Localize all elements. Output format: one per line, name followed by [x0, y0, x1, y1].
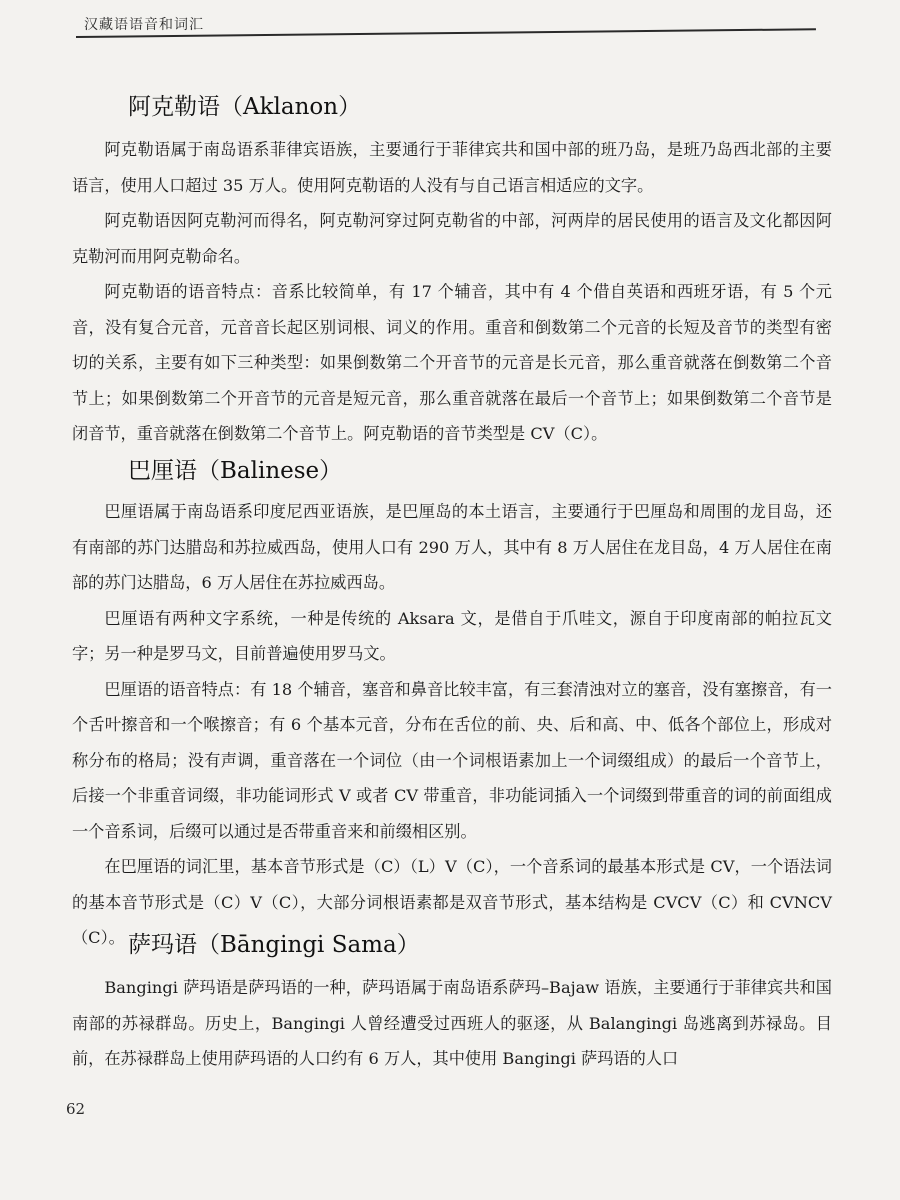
section-title: 巴厘语（Balinese）: [128, 458, 343, 484]
section-balinese: [72, 456, 832, 956]
paragraph: 巴厘语有两种文字系统，一种是传统的 Aksara 文，是借自于爪哇文，源自于印度南部的帕拉瓦文字；另一种是罗马文，目前普遍使用罗马文。: [72, 608, 832, 663]
section-bangingi-sama: [72, 930, 832, 1077]
paragraph: 阿克勒语属于南岛语系菲律宾语族，主要通行于菲律宾共和国中部的班乃岛，是班乃岛西北部的主要语言，使用人口超过 35 万人。使用阿克勒语的人没有与自己语言相适应的文字。: [72, 140, 832, 195]
section-title: 阿克勒语（Aklanon）: [128, 94, 362, 120]
section-aklanon: [72, 92, 832, 452]
running-head: 汉藏语语音和词汇: [84, 17, 204, 33]
paragraph: 阿克勒语的语音特点：音系比较简单，有 17 个辅音，其中有 4 个借自英语和西班牙语，有 5 个元音，没有复合元音，元音音长起区别词根、词义的作用。重音和倒数第二个元音的长短及音节的类型有密切的关系，主要有如下三种类型：如果倒数第二个开音节的元音是长元音，那么重音就落在倒数第二个音节上；如果倒数第二个开音节的元音是短元音，那么重音就落在最后一个音节上；如果倒数第二个音节是闭音节，重音就落在倒数第二个音节上。阿克勒语的音节类型是 CV（C）。: [72, 282, 832, 443]
paragraph: 巴厘语属于南岛语系印度尼西亚语族，是巴厘岛的本土语言，主要通行于巴厘岛和周围的龙目岛，还有南部的苏门达腊岛和苏拉威西岛，使用人口有 290 万人，其中有 8 万人居住在龙目岛，4 万人居住在南部的苏门达腊岛，6 万人居住在苏拉威西岛。: [72, 502, 832, 592]
paragraph: 在巴厘语的词汇里，基本音节形式是（C）（L）V（C），一个音系词的最基本形式是 CV，一个语法词的基本音节形式是（C）V（C），大部分词根语素都是双音节形式，基本结构是 CVCV（C）和 CVNCV（C）。: [72, 857, 832, 947]
page-number: 62: [66, 1100, 86, 1118]
paragraph: 阿克勒语因阿克勒河而得名，阿克勒河穿过阿克勒省的中部，河两岸的居民使用的语言及文化都因阿克勒河而用阿克勒命名。: [72, 211, 832, 266]
paragraph: Bangingi 萨玛语是萨玛语的一种，萨玛语属于南岛语系萨玛–Bajaw 语族，主要通行于菲律宾共和国南部的苏禄群岛。历史上，Bangingi 人曾经遭受过西班人的驱逐，从 Balangingi 岛逃离到苏禄岛。目前，在苏禄群岛上使用萨玛语的人口约有 6 万人，其中使用 Bangingi 萨玛语的人口: [72, 978, 832, 1068]
section-title: 萨玛语（Bāngingi Sama）: [128, 932, 420, 958]
paragraph: 巴厘语的语音特点：有 18 个辅音，塞音和鼻音比较丰富，有三套清浊对立的塞音，没有塞擦音，有一个舌叶擦音和一个喉擦音；有 6 个基本元音，分布在舌位的前、央、后和高、中、低各个部位上，形成对称分布的格局；没有声调，重音落在一个词位（由一个词根语素加上一个词缀组成）的最后一个音节上，后接一个非重音词缀，非功能词形式 V 或者 CV 带重音，非功能词插入一个词缀到带重音的词的前面组成一个音系词，后缀可以通过是否带重音来和前缀相区别。: [72, 679, 832, 841]
